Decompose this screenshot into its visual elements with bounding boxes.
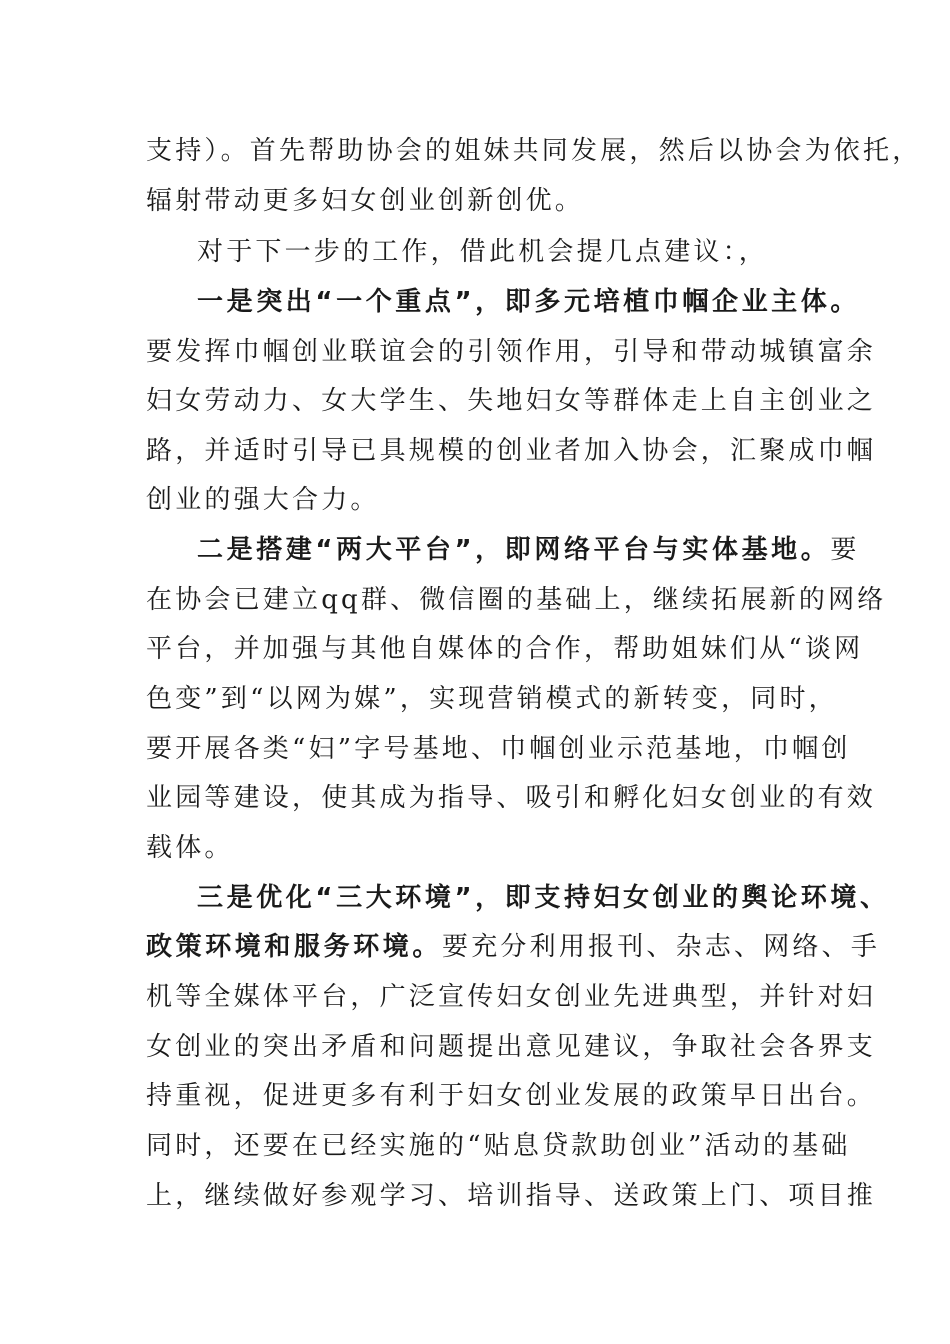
- text-line: 对于下一步的工作，借此机会提几点建议：，: [197, 237, 769, 267]
- text-line: 机等全媒体平台，广泛宣传妇女创业先进典型，并针对妇: [146, 982, 877, 1012]
- text-line: 平台，并加强与其他自媒体的合作，帮助姐妹们从“谈网: [146, 634, 864, 664]
- heading-point-two: [197, 535, 860, 565]
- text-line: 要开展各类“妇”字号基地、巾帼创业示范基地，巾帼创: [146, 734, 851, 764]
- text-span: 要: [830, 535, 860, 565]
- heading-point-two-bold: 二是搭建“两大平台”，即网络平台与实体基地。: [197, 535, 831, 565]
- text-line: 创业的强大合力。: [146, 485, 380, 515]
- text-line: 路，并适时引导已具规模的创业者加入协会，汇聚成巾帼: [146, 436, 877, 466]
- text-line: 上，继续做好参观学习、培训指导、送政策上门、项目推: [146, 1181, 877, 1211]
- text-line: 女创业的突出矛盾和问题提出意见建议，争取社会各界支: [146, 1032, 877, 1062]
- heading-point-three-bold: 政策环境和服务环境。: [146, 932, 443, 962]
- heading-point-three: 三是优化“三大环境”，即支持妇女创业的舆论环境、: [197, 883, 890, 913]
- text-line: [146, 932, 880, 962]
- text-line: 要发挥巾帼创业联谊会的引领作用，引导和带动城镇富余: [146, 337, 877, 367]
- text-line: 支持）。首先帮助协会的姐妹共同发展，然后以协会为依托，: [146, 136, 922, 166]
- text-line: 妇女劳动力、女大学生、失地妇女等群体走上自主创业之: [146, 386, 877, 416]
- text-span: 要充分利用报刊、杂志、网络、手: [442, 932, 881, 962]
- text-line: 辐射带动更多妇女创业创新创优。: [146, 186, 585, 216]
- text-line: 载体。: [146, 833, 234, 863]
- text-line: 色变”到“以网为媒”，实现营销模式的新转变，同时，: [146, 684, 838, 714]
- text-line: 业园等建设，使其成为指导、吸引和孵化妇女创业的有效: [146, 783, 877, 813]
- text-line: 同时，还要在已经实施的“贴息贷款助创业”活动的基础: [146, 1131, 851, 1161]
- text-line: 在协会已建立qq群、微信圈的基础上，继续拓展新的网络: [146, 585, 887, 615]
- heading-point-one: 一是突出“一个重点”，即多元培植巾帼企业主体。: [197, 287, 860, 317]
- text-line: 持重视，促进更多有利于妇女创业发展的政策早日出台。: [146, 1081, 877, 1111]
